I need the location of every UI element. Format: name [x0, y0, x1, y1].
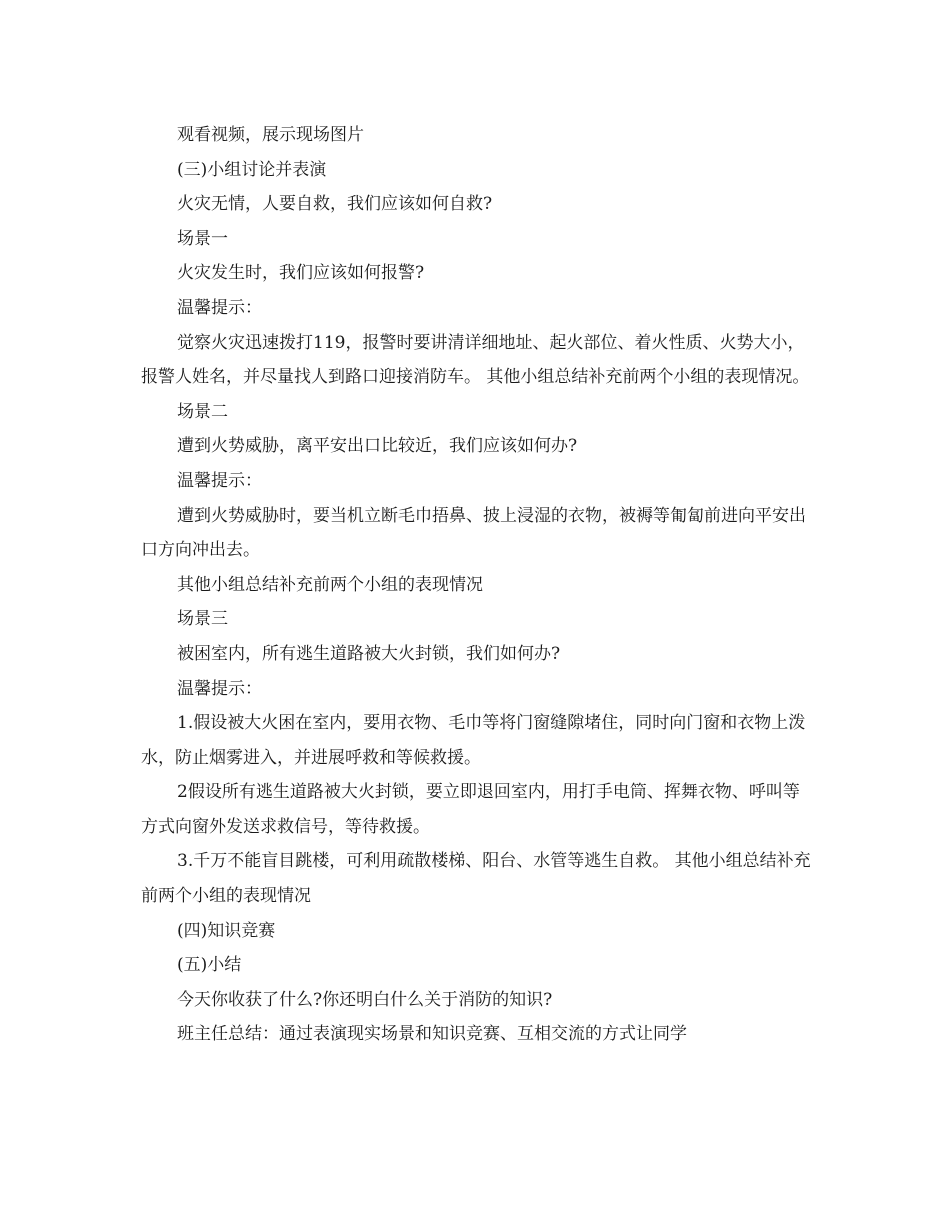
- tip-label-1: 温馨提示：: [177, 297, 262, 318]
- paragraph-group-summary-1: 其他小组总结补充前两个小组的表现情况: [177, 574, 483, 595]
- scene-one-heading: 场景一: [177, 228, 228, 249]
- paragraph-exit-question: 遭到火势威胁，离平安出口比较近，我们应该如何办?: [177, 436, 578, 457]
- section-heading-summary: (五)小结: [177, 955, 242, 976]
- paragraph-tip-item-3: 3.千万不能盲目跳楼，可利用疏散楼梯、阳台、水管等逃生自救。 其他小组总结补充前两个小组的表现情况: [141, 851, 811, 907]
- paragraph-alarm-tip: 觉察火灾迅速拨打119，报警时要讲清详细地址、起火部位、着火性质、火势大小，报警人姓名，并尽量找人到路口迎接消防车。 其他小组总结补充前两个小组的表现情况。: [141, 332, 810, 388]
- section-heading-group-discussion: (三)小组讨论并表演: [177, 159, 327, 180]
- paragraph-tip-item-2: 2假设所有逃生道路被大火封锁，要立即退回室内，用打手电筒、挥舞衣物、呼叫等方式向窗外发送求救信号，等待救援。: [141, 782, 800, 837]
- paragraph-teacher-summary: 班主任总结：通过表演现实场景和知识竞赛、互相交流的方式让同学: [177, 1024, 687, 1045]
- tip-label-2: 温馨提示：: [177, 470, 262, 491]
- tip-label-3: 温馨提示：: [177, 678, 262, 699]
- document-body: [141, 118, 813, 1052]
- paragraph-trapped-question: 被困室内，所有逃生道路被大火封锁，我们如何办?: [177, 643, 561, 664]
- scene-two-heading: 场景二: [177, 401, 228, 422]
- scene-three-heading: 场景三: [177, 609, 228, 630]
- paragraph-tip-item-1: 1.假设被大火困在室内，要用衣物、毛巾等将门窗缝隙堵住，同时向门窗和衣物上泼水，防止烟雾进入，并进展呼救和等候救援。: [141, 713, 806, 768]
- paragraph-summary-question: 今天你收获了什么?你还明白什么关于消防的知识?: [177, 989, 553, 1010]
- paragraph-alarm-question: 火灾发生时，我们应该如何报警?: [177, 263, 425, 284]
- paragraph-self-rescue-question: 火灾无情，人要自救，我们应该如何自救?: [177, 194, 493, 215]
- paragraph-exit-tip: 遭到火势威胁时，要当机立断毛巾捂鼻、披上浸湿的衣物，被褥等匍匐前进向平安出口方向冲出去。: [141, 505, 806, 561]
- section-heading-knowledge-contest: (四)知识竞赛: [177, 920, 276, 941]
- paragraph-watch-video: 观看视频，展示现场图片: [177, 125, 364, 145]
